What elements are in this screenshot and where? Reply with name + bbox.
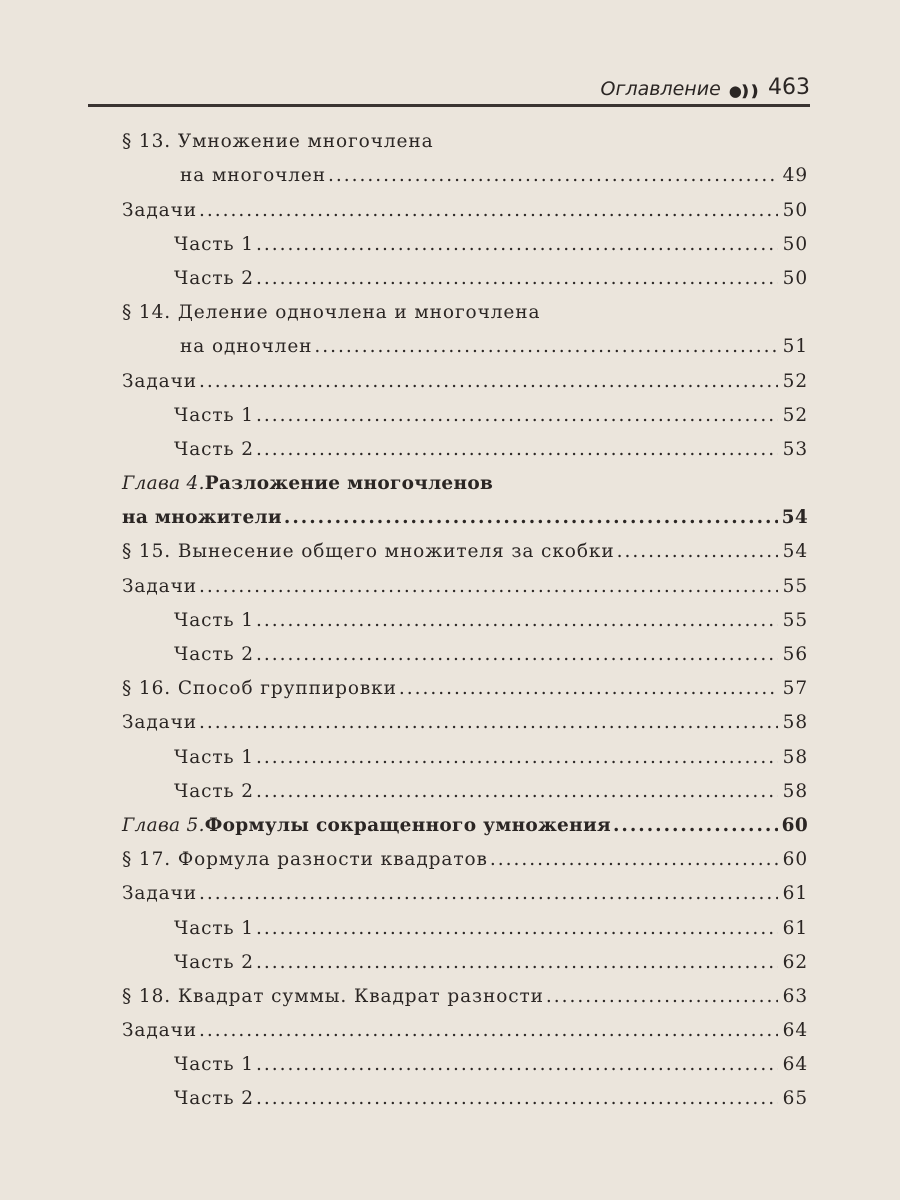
toc-entry-title: Часть 2 <box>174 267 254 289</box>
running-header <box>88 70 810 100</box>
toc-entry-title: Часть 2 <box>174 951 254 973</box>
toc-entry <box>122 768 808 802</box>
toc-entry <box>122 836 808 870</box>
toc-entry <box>122 904 808 938</box>
toc-entry-page: 55 <box>782 575 808 597</box>
page-number: 463 <box>768 75 810 100</box>
header-rule <box>88 104 810 107</box>
toc-entry-title: § 15. Вынесение общего множителя за скобки <box>122 541 615 563</box>
toc-entry-title: Часть 2 <box>174 438 254 460</box>
toc-entry <box>122 665 808 699</box>
toc-entry-title: на множители <box>122 507 282 529</box>
toc-entry <box>122 357 808 391</box>
toc-entry-title: Задачи <box>122 1020 197 1042</box>
toc-entry-title: Часть 2 <box>174 1088 254 1110</box>
toc-entry-page: 53 <box>782 438 808 460</box>
toc-entry-title: Задачи <box>122 575 197 597</box>
toc-entry-page: 61 <box>782 917 808 939</box>
toc-entry-page: 54 <box>782 541 808 563</box>
toc-entry <box>122 255 808 289</box>
dot-leader <box>617 541 778 562</box>
dot-leader <box>199 371 778 392</box>
dot-leader <box>490 849 778 870</box>
toc-entry-page: 50 <box>782 199 808 221</box>
toc-entry-title: Часть 1 <box>174 609 254 631</box>
dot-leader <box>199 576 778 597</box>
toc-entry-title: Часть 1 <box>174 917 254 939</box>
toc-entry-page: 51 <box>782 336 808 358</box>
toc-entry-page: 58 <box>782 746 808 768</box>
dot-leader <box>256 234 778 255</box>
toc-entry-page: 64 <box>782 1054 808 1076</box>
dot-leader <box>256 918 778 939</box>
dot-leader <box>256 405 778 426</box>
toc-entry <box>122 392 808 426</box>
toc-entry <box>122 733 808 767</box>
toc-entry <box>122 186 808 220</box>
toc-entry-page: 50 <box>782 267 808 289</box>
toc-entry-page: 63 <box>782 985 808 1007</box>
toc-entry <box>122 1075 808 1109</box>
toc-entry <box>122 631 808 665</box>
toc-entry <box>122 802 808 836</box>
toc-entry <box>122 597 808 631</box>
bullet-arrows-icon: ●❫❫ <box>728 82 758 100</box>
chapter-label: Глава 5. <box>122 814 205 836</box>
toc-entry-title: Задачи <box>122 712 197 734</box>
dot-leader <box>613 815 778 836</box>
toc-entry-title: § 13. Умножение многочлена <box>122 131 434 153</box>
toc-entry <box>122 289 808 323</box>
table-of-contents <box>122 118 808 1109</box>
toc-entry-page: 61 <box>782 883 808 905</box>
toc-entry-page: 60 <box>782 849 808 871</box>
dot-leader <box>284 507 778 528</box>
toc-entry-page: 52 <box>782 404 808 426</box>
header-title: Оглавление <box>600 78 721 100</box>
toc-entry <box>122 939 808 973</box>
toc-entry-title: Часть 2 <box>174 644 254 665</box>
toc-entry <box>122 973 808 1007</box>
dot-leader <box>256 439 778 460</box>
toc-entry <box>122 152 808 186</box>
toc-entry-title: § 17. Формула разности квадратов <box>122 849 488 871</box>
toc-entry <box>122 323 808 357</box>
dot-leader <box>256 1088 778 1109</box>
dot-leader <box>256 644 778 665</box>
toc-entry-title: Задачи <box>122 370 197 392</box>
toc-entry-title: Часть 1 <box>174 233 254 255</box>
dot-leader <box>256 952 778 973</box>
toc-entry-page: 58 <box>782 712 808 734</box>
dot-leader <box>256 747 778 768</box>
chapter-label: Глава 4. <box>122 473 205 495</box>
toc-entry-page: 62 <box>782 951 808 973</box>
toc-entry-page: 54 <box>781 507 808 529</box>
toc-entry <box>122 118 808 152</box>
dot-leader <box>328 165 778 186</box>
toc-entry-title: Часть 2 <box>174 780 254 802</box>
toc-entry-title: § 14. Деление одночлена и многочлена <box>122 302 541 324</box>
toc-entry-title: § 16. Способ группировки <box>122 678 397 700</box>
toc-entry-title: Задачи <box>122 199 197 221</box>
dot-leader <box>546 986 778 1007</box>
toc-entry <box>122 1007 808 1041</box>
dot-leader <box>399 678 778 699</box>
toc-entry <box>122 870 808 904</box>
toc-entry <box>122 460 808 494</box>
toc-entry <box>122 494 808 528</box>
dot-leader <box>256 781 778 802</box>
toc-entry <box>122 221 808 255</box>
toc-entry-title: на одночлен <box>180 336 313 358</box>
dot-leader <box>199 1020 778 1041</box>
dot-leader <box>199 883 778 904</box>
toc-entry-page: 49 <box>782 165 808 187</box>
dot-leader <box>256 1054 778 1075</box>
toc-entry-title: Часть 1 <box>174 746 254 768</box>
toc-entry-title: Разложение многочленов <box>204 473 494 495</box>
toc-entry-page: 55 <box>782 609 808 631</box>
dot-leader <box>199 712 778 733</box>
toc-entry <box>122 1041 808 1075</box>
toc-entry <box>122 562 808 596</box>
dot-leader <box>256 268 778 289</box>
toc-entry-page: 56 <box>782 644 808 665</box>
toc-entry <box>122 426 808 460</box>
toc-entry-page: 57 <box>782 678 808 700</box>
toc-entry-page: 50 <box>782 233 808 255</box>
toc-entry-page: 52 <box>782 370 808 392</box>
dot-leader <box>314 336 778 357</box>
dot-leader <box>199 200 778 221</box>
toc-entry <box>122 528 808 562</box>
dot-leader <box>256 610 778 631</box>
toc-entry-page: 65 <box>782 1088 808 1110</box>
toc-entry <box>122 699 808 733</box>
toc-entry-title: Часть 1 <box>174 404 254 426</box>
toc-entry-title: Задачи <box>122 883 197 905</box>
toc-entry-title: § 18. Квадрат суммы. Квадрат разности <box>122 985 544 1007</box>
toc-entry-page: 58 <box>782 780 808 802</box>
toc-entry-page: 60 <box>781 814 808 836</box>
toc-entry-title: Часть 1 <box>174 1054 254 1076</box>
toc-entry-title: на многочлен <box>180 165 326 187</box>
toc-entry-title: Формулы сокращенного умножения <box>204 814 611 836</box>
toc-entry-page: 64 <box>782 1020 808 1042</box>
